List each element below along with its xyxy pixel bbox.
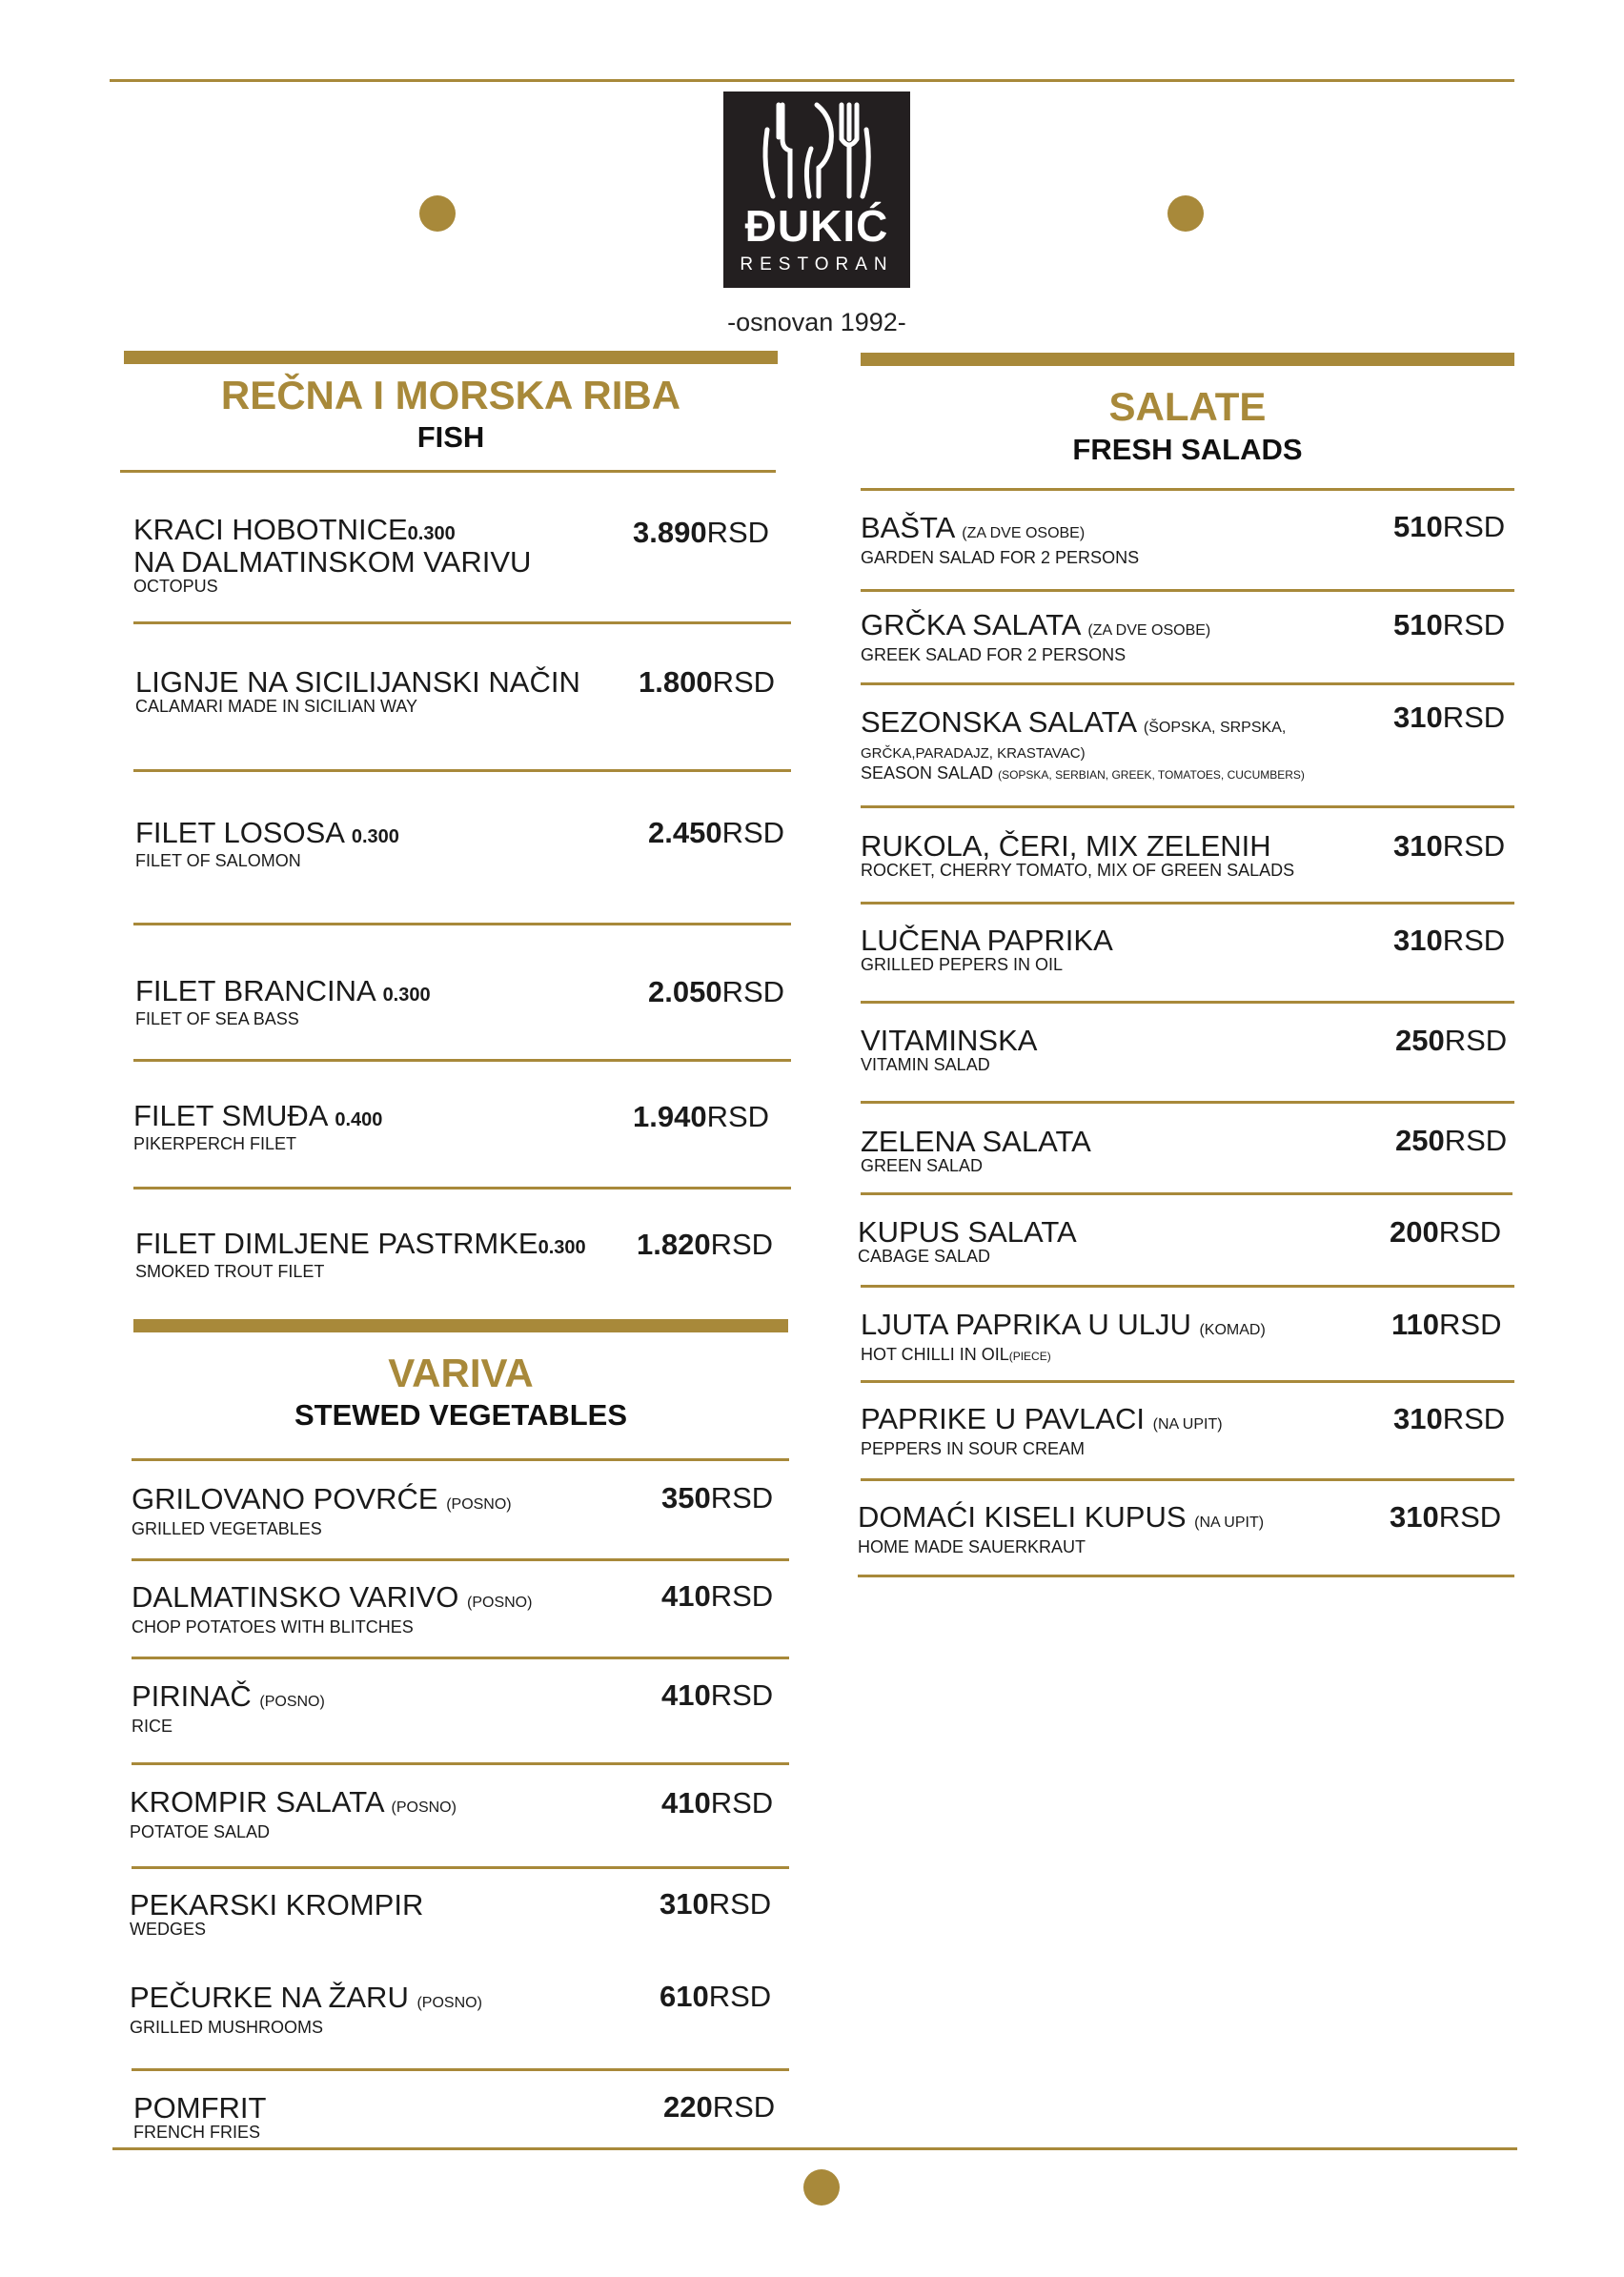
item-name: PIRINAČ [132,1679,252,1713]
menu-item [861,608,1211,664]
row-divider [861,1285,1514,1288]
item-name: KROMPIR SALATA [130,1785,383,1819]
item-name: FILET DIMLJENE PASTRMKE [135,1227,538,1260]
item-price: 310RSD [660,1887,772,1921]
row-divider [861,1192,1512,1195]
item-price: 610RSD [660,1980,772,2013]
item-weight: 0.300 [538,1237,586,1258]
menu-item [861,1308,1266,1366]
item-name: ZELENA SALATA [861,1125,1091,1158]
decor-dot-left [419,195,456,232]
row-divider [132,2068,789,2071]
row-divider [861,902,1514,905]
item-english: GRILLED PEPERS IN OIL [861,955,1064,974]
item-price: 250RSD [1395,1124,1508,1157]
item-english: SEASON SALAD [861,763,994,783]
salate-divider [861,488,1514,491]
menu-item [861,1402,1223,1458]
item-english-note: (SOPSKA, SERBIAN, GREEK, TOMATOES, CUCUMBERS) [998,768,1305,782]
menu-item [861,705,1305,784]
cutlery-icon [723,91,910,206]
menu-item [861,829,1295,880]
row-divider [858,1575,1514,1577]
item-name: LIGNJE NA SICILIJANSKI NAČIN [135,665,580,699]
item-price: 1.800RSD [639,665,776,699]
variva-divider [132,1458,789,1461]
variva-subtitle: STEWED VEGETABLES [294,1398,628,1432]
menu-item [132,1482,512,1538]
item-weight: 0.300 [382,985,431,1006]
decor-dot-right [1167,195,1204,232]
item-english: WEDGES [130,1920,207,1939]
item-name: DOMAĆI KISELI KUPUS [858,1500,1187,1534]
menu-item [858,1215,1077,1266]
menu-item [861,926,1113,974]
item-price: 510RSD [1393,510,1506,543]
item-name: DALMATINSKO VARIVO [132,1580,459,1614]
item-price: 1.940RSD [633,1100,770,1133]
top-rule [110,79,1514,82]
item-note: (POSNO) [446,1496,512,1513]
variva-top-bar [133,1319,788,1332]
item-price: 250RSD [1395,1024,1508,1057]
item-name: VITAMINSKA [861,1024,1038,1057]
menu-item [130,1888,424,1939]
item-weight: 0.400 [335,1109,383,1130]
item-english: FRENCH FRIES [133,2123,261,2142]
item-price: 310RSD [1393,829,1506,863]
item-english: GREEK SALAD FOR 2 PERSONS [861,645,1127,664]
item-english: PEPPERS IN SOUR CREAM [861,1439,1086,1458]
item-price: 310RSD [1390,1500,1502,1534]
item-english: POTATOE SALAD [130,1822,271,1841]
menu-item [133,513,532,596]
salate-title: SALATE [1108,384,1267,429]
row-divider [132,1657,789,1659]
decor-dot-bottom [803,2169,840,2206]
menu-item [130,1983,482,2037]
item-english: ROCKET, CHERRY TOMATO, MIX OF GREEN SALADS [861,861,1295,880]
menu-item [861,1125,1091,1175]
item-price: 410RSD [661,1786,774,1820]
brand-subtitle: RESTORAN [740,254,894,274]
item-name: LJUTA PAPRIKA U ULJU [861,1308,1191,1341]
founded-text: -osnovan 1992- [727,308,906,336]
item-weight: 0.300 [407,523,456,544]
item-note: (ZA DVE OSOBE) [1087,622,1211,639]
item-english: RICE [132,1717,173,1736]
menu-item [133,2091,267,2142]
item-english: GRILLED VEGETABLES [132,1519,322,1538]
row-divider [861,1380,1514,1383]
item-name: KRACI HOBOTNICE [133,513,408,546]
row-divider [861,682,1514,685]
item-price: 2.050RSD [648,975,785,1008]
item-english: VITAMIN SALAD [861,1055,990,1074]
row-divider [861,1478,1514,1481]
item-note: (ŠOPSKA, SRPSKA, [1143,720,1287,736]
row-divider [132,1866,789,1869]
item-price: 310RSD [1393,701,1506,734]
menu-item [135,816,399,870]
menu-item [135,665,580,716]
fish-subtitle: FISH [416,420,485,454]
item-english: CALAMARI MADE IN SICILIAN WAY [135,697,418,716]
item-note: (POSNO) [391,1799,457,1816]
row-divider [861,589,1514,592]
item-name: BAŠTA [861,511,954,544]
item-name: GRILOVANO POVRĆE [132,1482,438,1515]
menu-item [133,1099,383,1153]
item-price: 350RSD [661,1481,774,1515]
fish-divider [120,470,776,473]
menu-item [132,1580,533,1637]
item-price: 310RSD [1393,1402,1506,1435]
item-english: PIKERPERCH FILET [133,1134,297,1153]
item-english: FILET OF SALOMON [135,851,301,870]
item-name: PAPRIKE U PAVLACI [861,1402,1146,1435]
row-divider [133,923,791,925]
salate-subtitle: FRESH SALADS [1072,433,1303,466]
item-price: 510RSD [1393,608,1506,641]
item-english: SMOKED TROUT FILET [135,1262,325,1281]
item-name: POMFRIT [133,2091,267,2125]
row-divider [133,769,791,772]
item-note: (NA UPIT) [1194,1515,1265,1531]
menu-item [135,1227,586,1281]
item-note-line2: GRČKA,PARADAJZ, KRASTAVAC) [861,745,1086,762]
item-english-note: (PIECE) [1008,1350,1051,1363]
item-english: GARDEN SALAD FOR 2 PERSONS [861,548,1140,567]
item-name: KUPUS SALATA [858,1215,1077,1249]
item-english: CHOP POTATOES WITH BLITCHES [132,1617,414,1637]
item-price: 110RSD [1391,1308,1502,1341]
menu-item [861,511,1140,567]
item-weight: 0.300 [351,826,399,847]
item-name: SEZONSKA SALATA [861,705,1136,739]
item-note: (ZA DVE OSOBE) [962,525,1086,541]
item-name: FILET SMUĐA [133,1099,327,1132]
item-price: 1.820RSD [637,1228,774,1261]
item-name: LUČENA PAPRIKA [861,924,1113,957]
item-english: HOT CHILLI IN OIL [861,1345,1009,1364]
menu-item [858,1500,1265,1556]
fish-top-bar [124,351,778,364]
item-name: PEČURKE NA ŽARU [130,1981,409,2014]
item-english: OCTOPUS [133,577,218,596]
item-price: 2.450RSD [648,816,785,849]
bottom-rule [112,2147,1517,2150]
menu-item [132,1679,325,1736]
item-price: 410RSD [661,1579,774,1613]
item-name: FILET BRANCINA [135,974,375,1007]
item-note: (KOMAD) [1199,1322,1266,1338]
item-note: (POSNO) [467,1595,533,1611]
item-english: GREEN SALAD [861,1156,984,1175]
item-name-line2: NA DALMATINSKOM VARIVU [133,545,532,579]
row-divider [861,805,1514,808]
salate-top-bar [861,353,1514,366]
item-name: FILET LOSOSA [135,816,344,849]
item-note: (POSNO) [416,1995,482,2011]
menu-item [861,1024,1038,1074]
item-name: GRČKA SALATA [861,608,1080,641]
row-divider [132,1558,789,1561]
item-english: HOME MADE SAUERKRAUT [858,1537,1086,1556]
item-english: CABAGE SALAD [858,1247,991,1266]
row-divider [861,1001,1514,1004]
item-note: (NA UPIT) [1152,1416,1223,1433]
row-divider [133,621,791,624]
item-price: 220RSD [663,2090,776,2124]
item-price: 3.890RSD [633,516,770,549]
item-price: 200RSD [1390,1215,1502,1249]
item-note: (POSNO) [259,1694,325,1710]
row-divider [132,1762,789,1765]
row-divider [133,1187,791,1189]
item-name: PEKARSKI KROMPIR [130,1888,424,1921]
menu-item [130,1785,457,1841]
item-name: RUKOLA, ČERI, MIX ZELENIH [861,829,1271,863]
fish-title: REČNA I MORSKA RIBA [220,373,681,417]
row-divider [861,1101,1514,1104]
item-english: FILET OF SEA BASS [135,1009,299,1028]
row-divider [133,1059,791,1062]
restaurant-logo [723,91,910,288]
item-price: 310RSD [1393,924,1506,957]
brand-name: ĐUKIĆ [744,201,889,251]
item-price: 410RSD [661,1678,774,1712]
item-english: GRILLED MUSHROOMS [130,2018,324,2037]
variva-title: VARIVA [388,1351,534,1395]
menu-item [135,974,431,1028]
